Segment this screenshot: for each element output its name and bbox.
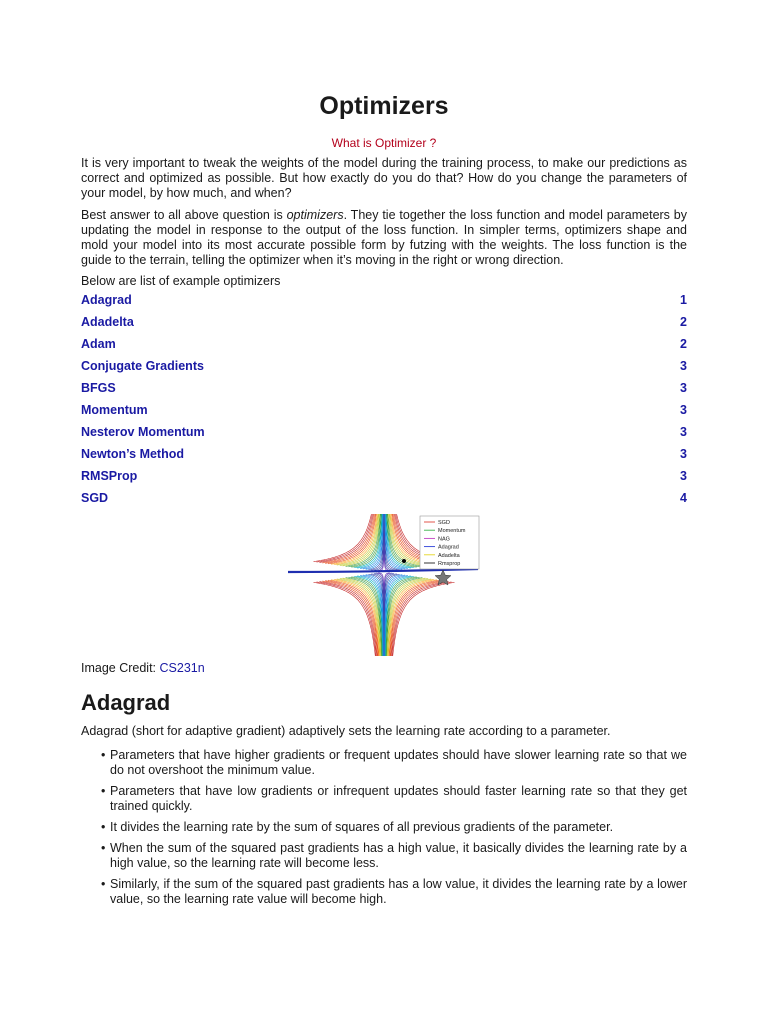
toc-entry-momentum[interactable] — [81, 401, 687, 423]
toc-entry-sgd[interactable] — [81, 489, 687, 511]
legend-label: Rmsprop — [438, 561, 461, 567]
toc-label: Adadelta — [81, 315, 134, 329]
adagrad-bullet-list — [81, 748, 687, 913]
figure-legend — [420, 516, 479, 569]
toc-page: 2 — [680, 337, 687, 351]
list-item: • Similarly, if the sum of the squared past gradients has a low value, it divides the learning rate by a lower value, so the learning rate value will become high. — [81, 877, 687, 907]
legend-label: SGD — [438, 520, 450, 526]
optimizer-contour-figure — [288, 514, 480, 656]
toc-page: 1 — [680, 293, 687, 307]
section-intro: Adagrad (short for adaptive gradient) adaptively sets the learning rate according to a parameter. — [81, 724, 611, 738]
credit-link[interactable]: CS231n — [159, 661, 205, 675]
toc-label: Newton’s Method — [81, 447, 185, 461]
toc-entry-adagrad[interactable] — [81, 291, 687, 313]
legend-label: NAG — [438, 536, 450, 543]
toc-label: Adagrad — [81, 293, 132, 307]
toc-page: 4 — [680, 491, 687, 505]
legend-label: Momentum — [438, 528, 466, 535]
answer-emphasis: optimizers — [286, 208, 344, 222]
section-heading-adagrad: Adagrad — [81, 690, 171, 715]
page-subtitle: What is Optimizer ? — [331, 136, 437, 150]
toc-entry-newtons-method[interactable] — [81, 445, 687, 467]
list-item: • When the sum of the squared past gradients has a high value, it basically divides the learning rate by a high value, so the learning rate will become less. — [81, 841, 687, 871]
list-intro: Below are list of example optimizers — [81, 274, 281, 288]
list-item: • Parameters that have higher gradients or frequent updates should have slower learning rate so that we do not overshoot the minimum value. — [81, 748, 687, 778]
start-point-marker — [402, 559, 406, 563]
list-item: • Parameters that have low gradients or infrequent updates should faster learning rate so that they get trained quickly. — [81, 784, 687, 814]
toc-page: 3 — [680, 403, 687, 417]
toc-entry-adadelta[interactable] — [81, 313, 687, 335]
toc-page: 2 — [680, 315, 687, 329]
page-title: Optimizers — [319, 92, 449, 120]
legend-label: Adadelta — [438, 552, 460, 559]
toc-entry-conjugate-gradients[interactable] — [81, 357, 687, 379]
toc-label: RMSProp — [81, 469, 138, 483]
toc-label: BFGS — [81, 381, 116, 395]
answer-text-start: Best answer to all above question is — [81, 208, 287, 222]
toc-entry-bfgs[interactable] — [81, 379, 687, 401]
image-credit — [81, 661, 205, 675]
answer-paragraph — [81, 208, 687, 268]
table-of-contents — [81, 291, 687, 511]
toc-page: 3 — [680, 447, 687, 461]
toc-entry-adam[interactable] — [81, 335, 687, 357]
toc-label: Nesterov Momentum — [81, 425, 205, 439]
toc-page: 3 — [680, 469, 687, 483]
toc-label: Adam — [81, 337, 116, 351]
toc-page: 3 — [680, 425, 687, 439]
toc-label: Momentum — [81, 403, 148, 417]
toc-label: SGD — [81, 491, 109, 505]
toc-entry-nesterov-momentum[interactable] — [81, 423, 687, 445]
intro-paragraph: It is very important to tweak the weights of the model during the training process, to make our predictions as correct and optimized as possible. But how exactly do you do that? How do you change the parameters of your model, by how much, and when? — [81, 156, 687, 200]
list-item: • It divides the learning rate by the sum of squares of all previous gradients of the parameter. — [81, 820, 687, 835]
toc-entry-rmsprop[interactable] — [81, 467, 687, 489]
toc-page: 3 — [680, 381, 687, 395]
toc-page: 3 — [680, 359, 687, 373]
answer-text-end: . They tie together the loss function and model parameters by updating the model in response to the output of the loss function. In simpler terms, optimizers shape and mold your model into its most accurate possible form by futzing with the weights. The loss function is the guide to the terrain, telling the optimizer when it’s moving in the right or wrong direction. — [81, 208, 687, 267]
legend-label: Adagrad — [438, 544, 459, 551]
toc-label: Conjugate Gradients — [81, 359, 204, 373]
credit-prefix: Image Credit: — [81, 661, 160, 675]
